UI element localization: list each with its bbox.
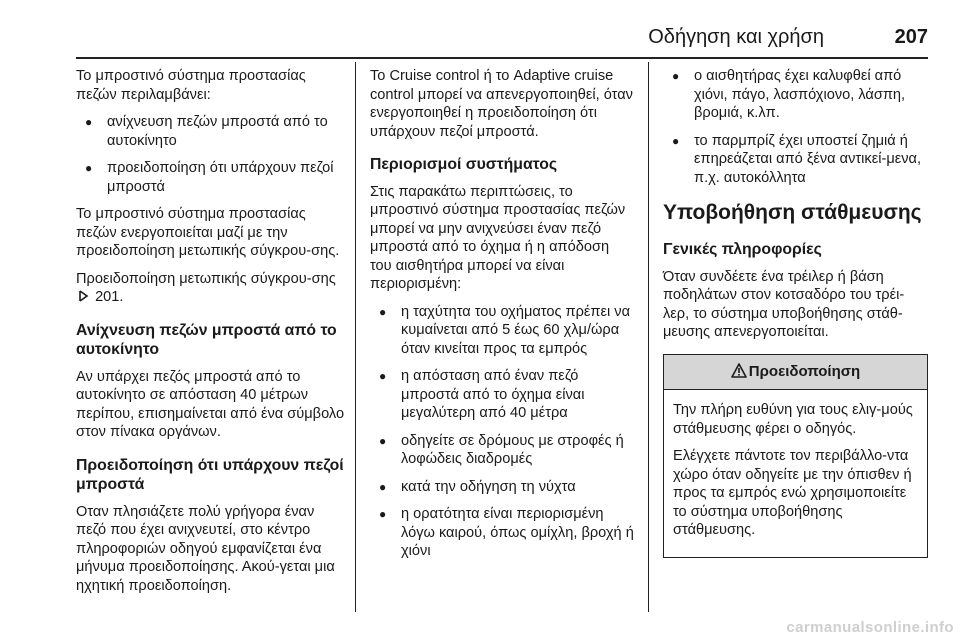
header-title: Οδήγηση και χρήση: [648, 26, 824, 48]
list-item: ● προειδοποίηση ότι υπάρχουν πεζοί μπροστά: [76, 159, 346, 196]
paragraph: Όταν συνδέετε ένα τρέιλερ ή βάση ποδηλάτων στον κοτσαδόρο του τρέι-λερ, το σύστημα υποβοήθησης στάθ-μευσης απενεργοποιείται.: [663, 268, 905, 340]
paragraph: Αν υπάρχει πεζός μπροστά από το αυτοκίνητο σε απόσταση 40 μέτρων περίπου, επισημαίνεται από ένα σύμβολο στον πίνακα οργάνων.: [76, 368, 345, 440]
warning-header: [664, 355, 927, 391]
paragraph: Το μπροστινό σύστημα προστασίας πεζών ενεργοποιείται μαζί με την προειδοποίηση μετωπικής σύγκρου-σης.: [76, 206, 340, 259]
list-item: ● ο αισθητήρας έχει καλυφθεί από χιόνι, πάγο, λασπόχιονο, λάσπη, βρομιά, κ.λπ.: [663, 67, 928, 123]
warning-triangle-icon: [731, 363, 747, 378]
list-item: ● η ταχύτητα του οχήματος πρέπει να κυμαίνεται από 5 έως 60 χλμ/ώρα όταν κινείται προς τα εμπρός: [370, 303, 634, 359]
section-heading: Υποβοήθηση στάθμευσης: [663, 201, 922, 224]
page-number: 207: [894, 26, 928, 48]
watermark: carmanualsonline.info: [786, 619, 954, 636]
warning-body: [664, 390, 927, 557]
list-item: ● η ορατότητα είναι περιορισμένη λόγω καιρού, όπως ομίχλη, βροχή ή χιόνι: [370, 505, 634, 561]
reference-text: Προειδοποίηση μετωπικής σύγκρου-σης: [76, 270, 336, 287]
list-item: ● η απόσταση από έναν πεζό μπροστά από το όχημα είναι μεγαλύτερη από 40 μέτρα: [370, 367, 634, 423]
paragraph: Οταν πλησιάζετε πολύ γρήγορα έναν πεζό που έχει ανιχνευτεί, στο κέντρο πληροφοριών οδηγού εμφανίζεται ένα μήνυμα προειδοποίησης. Ακού-γεται μια ηχητική προειδοποίηση.: [76, 503, 335, 594]
header-divider: [76, 57, 928, 59]
paragraph: Το Cruise control ή το Adaptive cruise control μπορεί να απενεργοποιηθεί, όταν ενεργοποιηθεί η προειδοποίηση ότι υπάρχουν πεζοί μπροστά.: [370, 68, 633, 140]
reference-page-link[interactable]: 201.: [95, 289, 124, 305]
column-1: [76, 67, 346, 604]
column-2: [370, 67, 634, 570]
page-header: [76, 26, 928, 56]
column-divider-1: [355, 62, 356, 612]
bullet-list: [370, 303, 634, 561]
warning-title: Προειδοποίηση: [748, 362, 861, 380]
subheading: Γενικές πληροφορίες: [663, 241, 822, 258]
bullet-list: [76, 113, 346, 196]
warning-box: [663, 354, 928, 558]
reference-arrow-icon: [78, 290, 89, 302]
list-item: ● το παρμπρίζ έχει υποστεί ζημιά ή επηρεάζεται από ξένα αντικεί-μενα, π.χ. αυτοκόλλητα: [663, 132, 928, 188]
paragraph: Στις παρακάτω περιπτώσεις, το μπροστινό σύστημα προστασίας πεζών μπορεί να μην ανιχνεύσει έναν πεζό μπροστά από το όχημα ή η απόδοση του αισθητήρα μπορεί να είναι περιορισμένη:: [370, 183, 626, 292]
paragraph: Το μπροστινό σύστημα προστασίας πεζών περιλαμβάνει:: [76, 68, 306, 103]
cross-reference: [76, 270, 346, 307]
list-item: ● οδηγείτε σε δρόμους με στροφές ή λοφώδεις διαδρομές: [370, 432, 634, 469]
bullet-list: [663, 67, 928, 187]
subheading: Περιορισμοί συστήματος: [370, 156, 558, 173]
paragraph: Την πλήρη ευθύνη για τους ελιγ-μούς στάθμευσης φέρει ο οδηγός.: [673, 402, 913, 437]
paragraph: Ελέγχετε πάντοτε τον περιβάλλο-ντα χώρο όταν οδηγείτε με την όπισθεν ή προς τα εμπρός ενώ χρησιμοποιείτε το σύστημα υποβοήθησης στάθμευσης.: [673, 448, 912, 538]
subheading: Ανίχνευση πεζών μπροστά από το αυτοκίνητο: [76, 321, 337, 358]
list-item: ● ανίχνευση πεζών μπροστά από το αυτοκίνητο: [76, 113, 346, 150]
list-item: ● κατά την οδήγηση τη νύχτα: [370, 478, 634, 497]
subheading: Προειδοποίηση ότι υπάρχουν πεζοί μπροστά: [76, 456, 344, 493]
column-3: [663, 67, 928, 558]
column-divider-2: [648, 62, 649, 612]
